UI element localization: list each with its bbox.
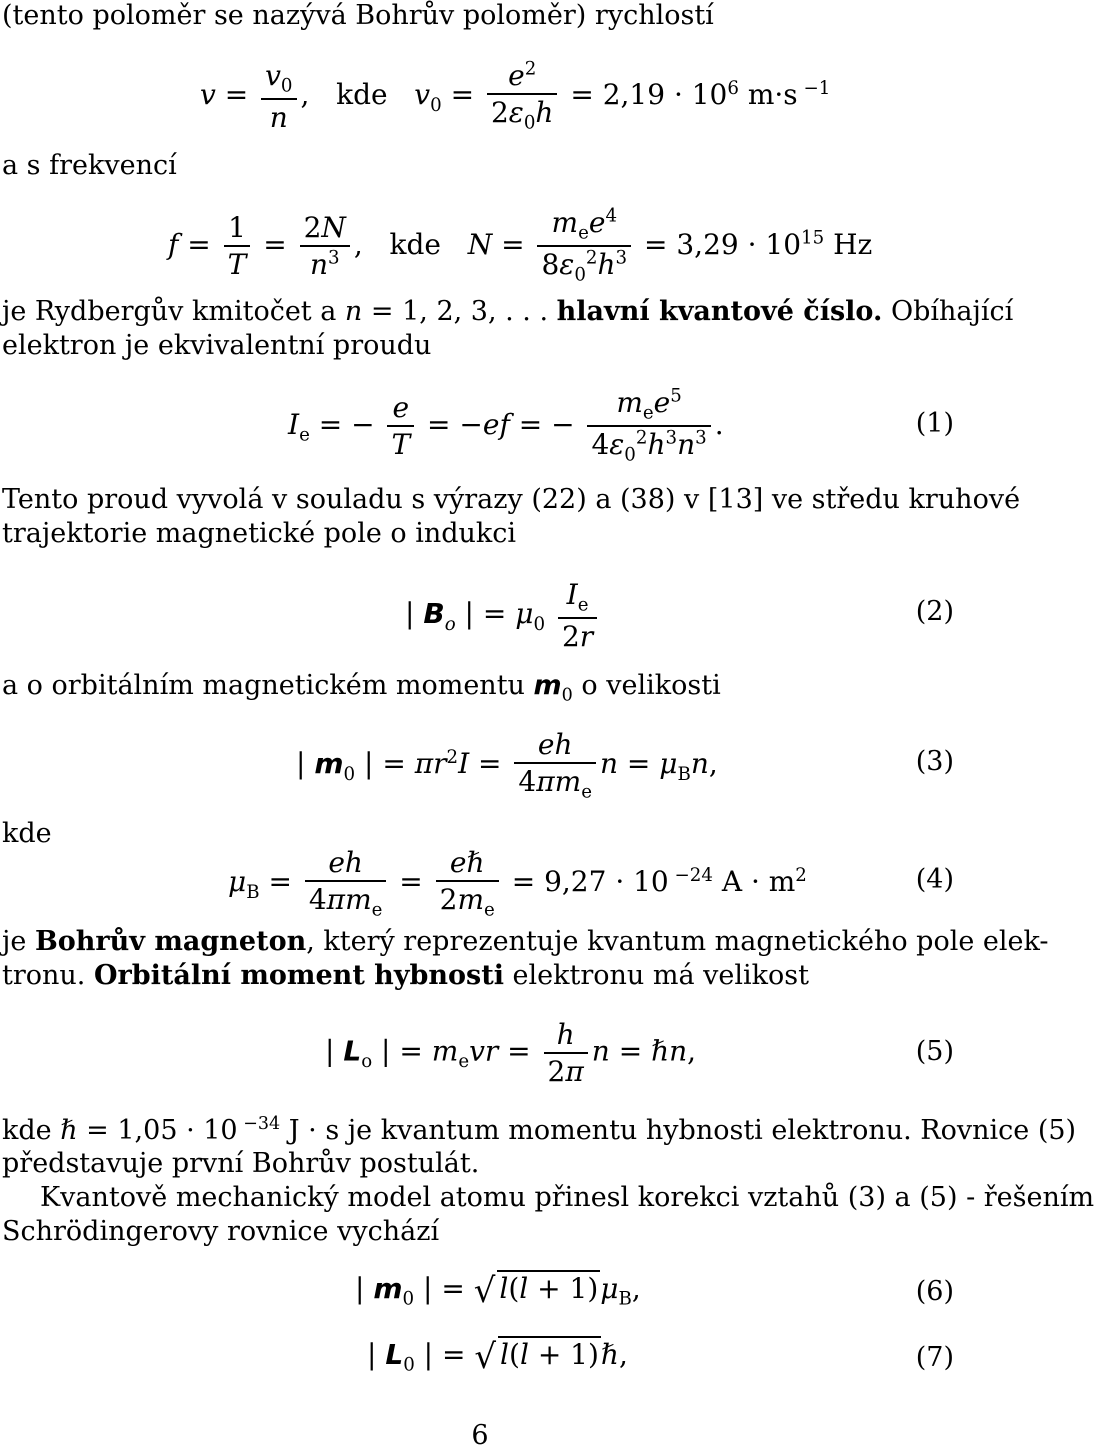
equation-6: | $m_0$ | = √ $l(l + 1)\mu_B$,: [355, 1271, 641, 1311]
text-line-10: [2, 1114, 1076, 1147]
text-l3c: = 1, 2, 3, . . .: [362, 296, 557, 327]
N-value: = 3,29 · 10: [635, 227, 802, 261]
text-line-8: [2, 926, 1049, 958]
text-l3b: n: [344, 296, 363, 327]
equation-number-3: (3): [915, 746, 954, 777]
text-line-2: a s frekvencí: [2, 150, 177, 181]
text-line-13: Schrödingerovy rovnice vychází: [2, 1216, 440, 1247]
muB-value: = 9,27 · 10: [502, 865, 669, 899]
equation-number-5: (5): [915, 1036, 954, 1067]
equation-2: | $B_o$ | = $\mu_0$ $\frac{I_e}{2r}$: [405, 577, 601, 654]
equation-1: $I_e$ = − $\frac{e}{T}$ = −ef = − $\frac{m_ee^5}{4\varepsilon_0^2h^3n^3}$ .: [288, 385, 724, 466]
text-line-3: [2, 296, 1013, 328]
equation-frequency: f = $\frac{1}{T}$ = $\frac{2N}{n^3}$ , kde N = $\frac{m_ee^4}{8\varepsilon_0^2h^3}$ = $3,29 \cdot 10^{15}$ Hz: [168, 205, 873, 286]
equation-4: $\mu_B$ = $\frac{eh}{4\pi m_e}$ = $\frac{\text{eℏ}}{2m_e}$ = 9,27 · 10 $^{-24}$ $A \cdot m^2$: [228, 846, 807, 921]
muB-exponent: −24: [668, 864, 713, 886]
v0-unit-exponent: −1: [797, 77, 831, 99]
text-l10-exponent: −34: [237, 1114, 281, 1134]
v0-exponent: 6: [727, 77, 739, 99]
text-line-4: elektron je ekvivalentní proudu: [2, 330, 432, 361]
text-l8a: je: [2, 926, 35, 957]
muB-unit-exponent: 2: [795, 864, 807, 886]
muB-unit: A · m: [712, 865, 796, 899]
text-line-6: trajektorie magnetické pole o indukci: [2, 518, 517, 549]
text-l9a: tronu.: [2, 960, 94, 991]
equation-5: | $L_o$ | = $m_evr$ = $\frac{h}{2\pi}$ n = ℏn,: [325, 1018, 697, 1088]
equation-3: | $m_0$ | = $\pi r^2I$ = $\frac{eh}{4\pi m_e}$ $n = \mu_Bn$,: [296, 728, 718, 803]
text-line-5: Tento proud vyvolá v souladu s výrazy (22) a (38) v [13] ve středu kruhové: [2, 484, 1021, 515]
equation-velocity: v = $\frac{v_0}{n}$ , kde $v_0$ = $\frac{e^2}{2\varepsilon_0h}$ = $2,19 \cdot 10^6$ m·s $^{-1}$: [200, 58, 831, 135]
equation-number-6: (6): [915, 1276, 954, 1307]
text-l7a: a o orbitálním magnetickém momentu: [2, 670, 534, 701]
page-number: 6: [471, 1420, 489, 1451]
text-l7b: o velikosti: [572, 670, 721, 701]
text-line-7: a o orbitálním magnetickém momentu $m_0$ o velikosti: [2, 670, 721, 706]
text-l8c: , který reprezentuje kvantum magnetického pole elek-: [306, 926, 1049, 957]
term-orbitalni-moment: Orbitální moment hybnosti: [93, 960, 504, 991]
text-l3a: je Rydbergův kmitočet a: [2, 296, 345, 327]
equation-number-2: (2): [915, 596, 954, 627]
v0-value: = 2,19 · 10: [561, 78, 728, 112]
N-unit: Hz: [824, 227, 873, 261]
equation-number-1: (1): [915, 408, 954, 439]
text-kde: kde: [2, 818, 52, 849]
text-l10b: J · s je kvantum momentu hybnosti elektronu. Rovnice (5): [280, 1115, 1077, 1146]
equation-7: | $L_0$ | = √ l(l + 1)ℏ,: [367, 1337, 628, 1377]
N-exponent: 15: [801, 227, 825, 249]
equation-number-4: (4): [915, 864, 954, 895]
text-line-11: představuje první Bohrův postulát.: [2, 1148, 480, 1179]
text-l10: kde ℏ = 1,05 · 10: [2, 1115, 238, 1146]
term-hlavni-kvantove-cislo: hlavní kvantové číslo.: [556, 296, 883, 327]
text-l9c: elektronu má velikost: [503, 960, 809, 991]
text-line-1: (tento poloměr se nazývá Bohrův poloměr) rychlostí: [2, 0, 714, 31]
term-bohruv-magneton: Bohrův magneton: [34, 926, 307, 957]
text-line-9: [2, 960, 809, 992]
v0-unit: m·s: [738, 78, 798, 112]
equation-number-7: (7): [915, 1342, 954, 1373]
text-l3e: Obíhající: [882, 296, 1014, 327]
text-line-12: Kvantově mechanický model atomu přinesl korekci vztahů (3) a (5) - řešením: [40, 1182, 1094, 1213]
kde-label: kde: [336, 78, 388, 112]
